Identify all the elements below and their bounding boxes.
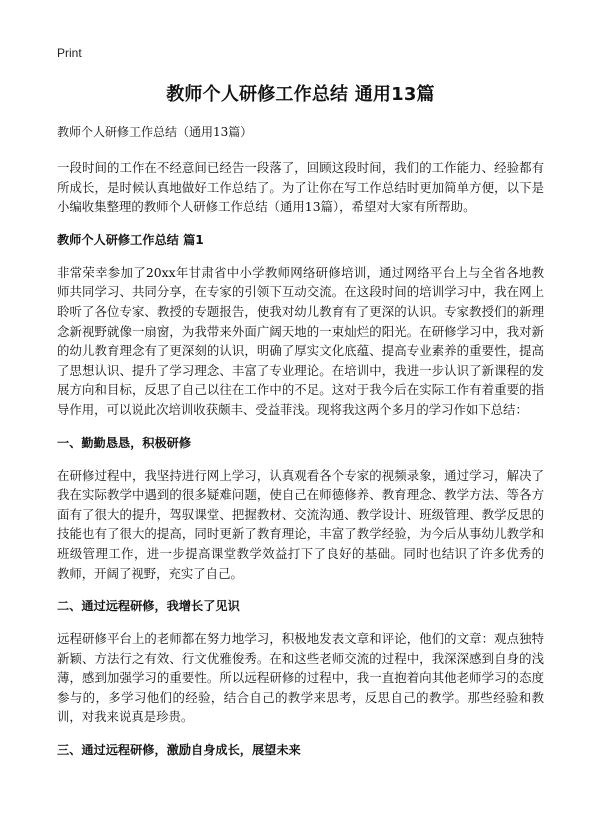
- article1-heading: 教师个人研修工作总结 篇1: [57, 232, 204, 247]
- article1-paragraph: 非常荣幸参加了20xx年甘肃省中小学教师网络研修培训，通过网络平台上与全省各地教师共同学习、共同分享，在专家的引领下互动交流。在这段时间的培训学习中，我在网上聆听了各位专家、教授的专题报告，使我对幼儿教育有了更深的认识。专家教授们的新理念新视野就像一扇窗，为我带来外面广阔天地的一束灿烂的阳光。在研修学习中，我对新的幼儿教育理念有了更深刻的认识，明确了厚实文化底蕴、提高专业素养的重要性，提高了思想认识、提升了学习理念、丰富了专业理论。在培训中，我进一步认识了新课程的发展方向和目标，反思了自己以往在工作中的不足。这对于我今后在实际工作有着重要的指导作用，可以说此次培训收获颇丰、受益菲浅。现将我这两个多月的学习作如下总结：: [57, 264, 544, 417]
- document-subtitle: 教师个人研修工作总结（通用13篇）: [57, 125, 253, 139]
- intro-paragraph: 一段时间的工作在不经意间已经告一段落了，回顾这段时间，我们的工作能力、经验都有所成长，是时候认真地做好工作总结了。为了让你在写工作总结时更加简单方便，以下是小编收集整理的教师个人研修工作总结（通用13篇），希望对大家有所帮助。: [57, 160, 544, 215]
- document-title: 教师个人研修工作总结 通用13篇: [166, 84, 435, 105]
- section1-paragraph: 在研修过程中，我坚持进行网上学习，认真观看各个专家的视频录象，通过学习，解决了我在实际教学中遇到的很多疑难问题，使自己在师德修养、教育理念、教学方法、等各方面有了很大的提升，驾驭课堂、把握教材、交流沟通、教学设计、班级管理、教学反思的技能也有了很大的提高，同时更新了教育理论，丰富了教学经验，为今后从事幼儿教学和班级管理工作，进一步提高课堂教学效益打下了良好的基础。同时也结识了许多优秀的 教师，开阔了视野，充实了自己。: [57, 467, 544, 581]
- section2-heading: 二、通过远程研修，我增长了见识: [57, 599, 240, 614]
- section2-paragraph: 远程研修平台上的老师都在努力地学习，积极地发表文章和评论，他们的文章：观点独特新颖、方法行之有效、行文优雅俊秀。在和这些老师交流的过程中，我深深感到自身的浅薄，感到加强学习的重要性。所以远程研修的过程中，我一直抱着向其他老师学习的态度参与的，多学习他们的经验，结合自己的教学来思考，反思自己的教学。那些经验和教训，对我来说真是珍贵。: [57, 631, 544, 725]
- section3-heading: 三、通过远程研修，激励自身成长，展望未来: [57, 743, 301, 758]
- section1-heading: 一、勤勤恳恳，积极研修: [57, 435, 192, 450]
- print-link[interactable]: Print: [57, 46, 82, 60]
